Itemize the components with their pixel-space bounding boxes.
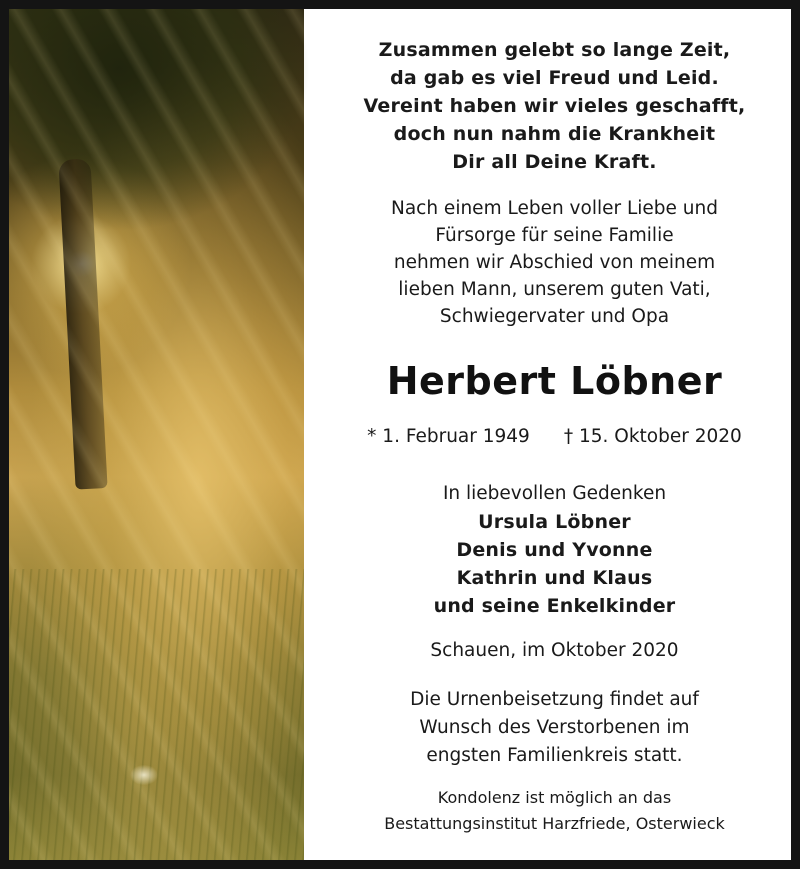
condolence-line: Bestattungsinstitut Harzfriede, Osterwieck	[384, 814, 725, 833]
burial-note-line: Wunsch des Verstorbenen im	[419, 717, 690, 738]
burial-note-line: engsten Familienkreis statt.	[426, 745, 683, 766]
grass-field	[9, 569, 304, 860]
poem-line: da gab es viel Freud und Leid.	[390, 67, 719, 89]
life-dates	[309, 426, 800, 447]
intro-line: nehmen wir Abschied von meinem	[393, 252, 716, 273]
poem-line: Vereint haben wir vieles geschafft,	[363, 95, 746, 117]
mourners-heading: In liebevollen Gedenken	[442, 483, 667, 504]
death-date: † 15. Oktober 2020	[563, 426, 742, 447]
intro-line: lieben Mann, unserem guten Vati,	[398, 279, 711, 300]
intro-line: Nach einem Leben voller Liebe und	[390, 198, 719, 219]
burial-note-line: Die Urnenbeisetzung findet auf	[410, 689, 699, 710]
poem-line: Dir all Deine Kraft.	[452, 151, 657, 173]
place-date: Schauen, im Oktober 2020	[430, 640, 679, 661]
meadow-flower	[129, 764, 159, 786]
birth-date: * 1. Februar 1949	[367, 426, 530, 447]
condolence-line: Kondolenz ist möglich an das	[437, 788, 672, 807]
sunlit-tree-photo	[9, 9, 304, 860]
mourner-name: und seine Enkelkinder	[433, 595, 676, 617]
intro-line: Fürsorge für seine Familie	[435, 225, 674, 246]
deceased-name: Herbert Löbner	[386, 359, 723, 403]
mourner-name: Denis und Yvonne	[456, 539, 653, 561]
mourner-name: Kathrin und Klaus	[456, 567, 653, 589]
intro-line: Schwiegervater und Opa	[439, 306, 670, 327]
poem-line: doch nun nahm die Krankheit	[393, 123, 716, 145]
mourner-name: Ursula Löbner	[478, 511, 631, 533]
notice-text	[309, 9, 800, 860]
poem-line: Zusammen gelebt so lange Zeit,	[378, 39, 731, 61]
